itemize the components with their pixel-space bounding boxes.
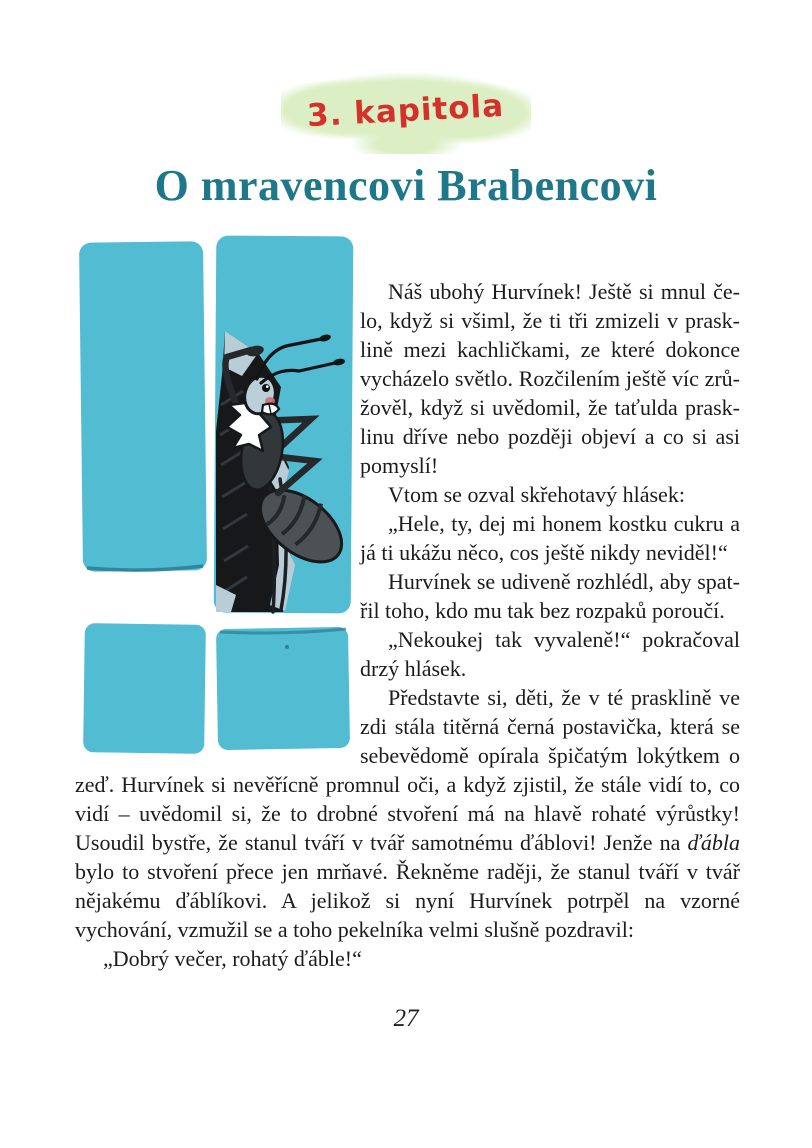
chapter-label: 3. kapitola xyxy=(306,87,506,135)
paragraph: Hurvínek se udiveně rozhlédl, aby spatřil toho, kdo mu tak bez rozpaků poroučí. xyxy=(360,569,740,624)
book-page xyxy=(0,68,812,1148)
paragraph: „Nekoukej tak vyvaleně!“ pokračoval drzý hlásek. xyxy=(360,627,740,682)
paragraph: Vtom se ozval skřehotavý hlásek: xyxy=(388,482,685,508)
page-number: 27 xyxy=(393,1005,419,1033)
paragraph: „Dobrý večer, rohatý ďáble!“ xyxy=(103,946,362,972)
chapter-badge xyxy=(281,68,531,154)
content-area xyxy=(75,235,740,973)
ant-window-illustration xyxy=(75,235,360,767)
page-title: O mravencovi Brabencovi xyxy=(154,161,658,210)
paragraph: Náš ubohý Hurvínek! Ještě si mnul čelo, když si všiml, že ti tři zmizeli v prasklině mezi kachličkami, ze které dokonce vycházelo světlo. Rozčilením ještě víc zrůžověl, když si uvědomil, že taťulda prasklinu dříve nebo později objeví a co si asi pomyslí! xyxy=(360,279,740,479)
paragraph: „Hele, ty, dej mi honem kostku cukru a já ti ukážu něco, cos ještě nikdy neviděl!“ xyxy=(360,511,740,566)
paragraph: Představte si, děti, že v té prasklině ve zdi stála titěrná černá postavička, která se sebevědomě opírala špičatým lokýtkem o zeď. Hurvínek si nevěřícně promnul oči, a když zjistil, že stále vidí to, co vidí – uvědomil si, že to drobné stvoření má na hlavě rohaté výrůstky! Usoudil bystře, že stanul tváří v tvář samotnému ďáblovi! Jenže na ďábla bylo to stvoření přece jen mrňavé. Řekněme raději, že stanul tváří v tvář nějakému ďáblíkovi. A jelikož si nyní Hurvínek potrpěl na vzorné vychování, vzmužil se a toho pekelníka velmi slušně pozdravil: xyxy=(75,685,740,943)
